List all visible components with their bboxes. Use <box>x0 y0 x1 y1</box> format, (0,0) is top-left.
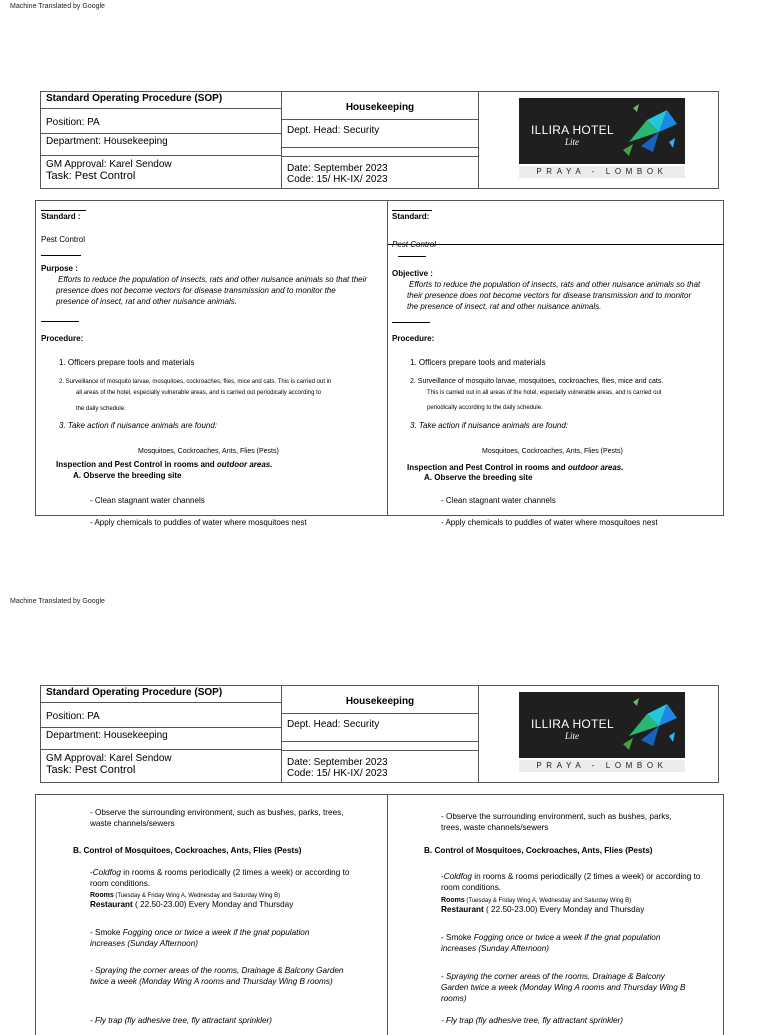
spray-line: - Spraying the corner areas of the rooms, Drainage & Balcony <box>441 972 665 981</box>
smoke-line: increases (Sunday Afternoon) <box>441 944 550 953</box>
logo-column <box>479 686 718 782</box>
purpose-line: presence of insect, rat and other nuisance animals. <box>56 297 237 306</box>
control-heading: B. Control of Mosquitoes, Cockroaches, Ants, Flies (Pests) <box>424 846 653 855</box>
purpose-line: Efforts to reduce the population of insects, rats and other nuisance animals so that their <box>58 275 368 284</box>
smoke-line: - Smoke Fogging once or twice a week if the gnat population <box>441 933 661 942</box>
hotel-logo <box>519 98 685 164</box>
procedure-label: Procedure: <box>392 334 435 343</box>
sop-title-cell <box>41 92 281 109</box>
clean-item: - Clean stagnant water channels <box>90 496 205 505</box>
restaurant-line: Restaurant ( 22.50-23.00) Every Monday and Thursday <box>441 905 645 914</box>
clean-item: - Clean stagnant water channels <box>441 496 556 505</box>
coldfog-line: room conditions. <box>90 879 151 888</box>
logo-sub: Lite <box>565 731 580 741</box>
gm-approval-text: GM Approval: Karel Sendow <box>46 159 172 170</box>
logo-name: ILLIRA HOTEL <box>531 123 614 137</box>
header-left-column <box>41 92 282 188</box>
inspection-heading: Inspection and Pest Control in rooms and outdoor areas. <box>56 460 273 469</box>
surround-line: - Observe the surrounding environment, such as bushes, parks, trees, <box>90 808 344 817</box>
sop-header <box>40 91 719 189</box>
step-3: 3. Take action if nuisance animals are found: <box>410 421 569 430</box>
coldfog-line: room conditions. <box>441 883 502 892</box>
step-2-line: 2. Surveillance of mosquito larvae, mosquitoes, cockroaches, flies, mice and cats. This is carried out in <box>59 379 332 385</box>
objective-line: their presence does not become vectors for disease transmission and to monitor <box>407 291 692 300</box>
date-cell <box>282 157 478 187</box>
code-text: Code: 15/ HK-IX/ 2023 <box>287 174 388 185</box>
objective-line: the presence of insect, rat and other nuisance animals. <box>407 302 602 311</box>
pests-list: Mosquitoes, Cockroaches, Ants, Flies (Pests) <box>482 448 623 455</box>
sop-body-page2 <box>35 794 724 1035</box>
procedure-label: Procedure: <box>41 334 84 343</box>
standard-value: Pest Control <box>41 235 86 244</box>
dept-head-text: Dept. Head: Security <box>287 125 380 136</box>
restaurant-line: Restaurant ( 22.50-23.00) Every Monday and Thursday <box>90 900 294 909</box>
spray-line: twice a week (Monday Wing A rooms and Thursday Wing B rooms) <box>90 977 333 986</box>
header-left-column <box>41 686 282 782</box>
page1-left-column <box>36 201 388 515</box>
page1-right-column <box>388 201 723 515</box>
page2-right-column <box>388 795 723 1035</box>
bird-logo-icon <box>619 696 681 754</box>
machine-translated-label: Machine Translated by Google <box>10 598 105 605</box>
standard-value: Pest Control <box>392 240 437 249</box>
step-2-line: all areas of the hotel, especially vulnerable areas, and is carried out periodically according to <box>76 390 322 396</box>
department-text: Department: Housekeeping <box>46 730 168 741</box>
flytrap-line: - Fly trap (fly adhesive tree, fly attractant sprinkler) <box>90 1016 273 1025</box>
objective-label: Objective : <box>392 269 433 278</box>
surround-line: - Observe the surrounding environment, such as bushes, parks, <box>441 812 672 821</box>
control-heading: B. Control of Mosquitoes, Cockroaches, Ants, Flies (Pests) <box>73 846 302 855</box>
logo-sub: Lite <box>565 137 580 147</box>
header-middle-column <box>282 686 479 782</box>
objective-line: Efforts to reduce the population of insects, rats and other nuisance animals so that <box>409 280 701 289</box>
task-text: Task: Pest Control <box>46 170 136 182</box>
department-text: Department: Housekeeping <box>46 136 168 147</box>
date-text: Date: September 2023 <box>287 757 388 768</box>
smoke-line: increases (Sunday Afternoon) <box>90 939 199 948</box>
observe-heading: A. Observe the breeding site <box>73 471 182 480</box>
step-2-line: This is carried out in all areas of the hotel, especially vulnerable areas, and is carried out <box>427 390 662 396</box>
spray-line: rooms) <box>441 994 467 1003</box>
step-1: 1. Officers prepare tools and materials <box>410 358 546 367</box>
logo-tagline: PRAYA - LOMBOK <box>519 760 685 772</box>
bird-logo-icon <box>619 102 681 160</box>
spray-line: - Spraying the corner areas of the rooms, Drainage & Balcony Garden <box>90 966 344 975</box>
section-title: Housekeeping <box>345 102 415 113</box>
logo-column <box>479 92 718 188</box>
position-cell <box>41 711 281 741</box>
apply-item-right: - Apply chemicals to puddles of water where mosquitoes nest <box>441 518 658 527</box>
step-2-line: the daily schedule. <box>76 406 126 412</box>
machine-translated-label: Machine Translated by Google <box>10 3 105 10</box>
position-text: Position: PA <box>46 711 100 722</box>
task-text: Task: Pest Control <box>46 764 136 776</box>
sop-title: Standard Operating Procedure (SOP) <box>46 93 223 104</box>
header-middle-column <box>282 92 479 188</box>
rooms-line: Rooms (Tuesday & Friday Wing A, Wednesday and Saturday Wing B) <box>90 892 281 899</box>
pests-list: Mosquitoes, Cockroaches, Ants, Flies (Pests) <box>138 448 279 455</box>
surround-line: trees, waste channels/sewers <box>441 823 549 832</box>
position-cell <box>41 117 281 147</box>
sop-header <box>40 685 719 783</box>
step-2-line: 2. Surveillance of mosquito larvae, mosquitoes, cockroaches, flies, mice and cats. <box>410 378 664 385</box>
inspection-heading: Inspection and Pest Control in rooms and outdoor areas. <box>407 463 624 472</box>
date-text: Date: September 2023 <box>287 163 388 174</box>
dept-head-text: Dept. Head: Security <box>287 719 380 730</box>
approval-cell <box>41 751 281 781</box>
purpose-label: Purpose : <box>41 264 78 273</box>
sop-title-cell <box>41 686 281 703</box>
standard-label: Standard : <box>41 212 81 221</box>
dept-head-cell <box>282 714 478 742</box>
standard-label: Standard: <box>392 212 430 221</box>
flytrap-line: - Fly trap (fly adhesive tree, fly attractant sprinkler) <box>441 1016 624 1025</box>
spray-line: Garden twice a week (Monday Wing A rooms and Thursday Wing B <box>441 983 686 992</box>
step-2-line: periodically according to the daily schedule. <box>427 405 543 411</box>
approval-cell <box>41 157 281 187</box>
step-3: 3. Take action if nuisance animals are found: <box>59 421 218 430</box>
dept-head-cell <box>282 120 478 148</box>
sop-title: Standard Operating Procedure (SOP) <box>46 687 223 698</box>
purpose-line: presence does not become vectors for disease transmission and to monitor the <box>56 286 336 295</box>
logo-name: ILLIRA HOTEL <box>531 717 614 731</box>
code-text: Code: 15/ HK-IX/ 2023 <box>287 768 388 779</box>
logo-tagline: PRAYA - LOMBOK <box>519 166 685 178</box>
date-cell <box>282 751 478 781</box>
rooms-line: Rooms (Tuesday & Friday Wing A, Wednesday and Saturday Wing B) <box>441 897 632 904</box>
step-1: 1. Officers prepare tools and materials <box>59 358 195 367</box>
section-title: Housekeeping <box>345 696 415 707</box>
sop-body-page1 <box>35 200 724 516</box>
gm-approval-text: GM Approval: Karel Sendow <box>46 753 172 764</box>
smoke-line: - Smoke Fogging once or twice a week if the gnat population <box>90 928 310 937</box>
apply-item-left: - Apply chemicals to puddles of water where mosquitoes nest <box>90 518 307 527</box>
hotel-logo <box>519 692 685 758</box>
observe-heading: A. Observe the breeding site <box>424 473 533 482</box>
position-text: Position: PA <box>46 117 100 128</box>
coldfog-line: -Coldfog in rooms & rooms periodically (2 times a week) or according to <box>441 872 701 881</box>
page2-left-column <box>36 795 388 1035</box>
surround-line: waste channels/sewers <box>90 819 175 828</box>
coldfog-line: -Coldfog in rooms & rooms periodically (2 times a week) or according to <box>90 868 350 877</box>
